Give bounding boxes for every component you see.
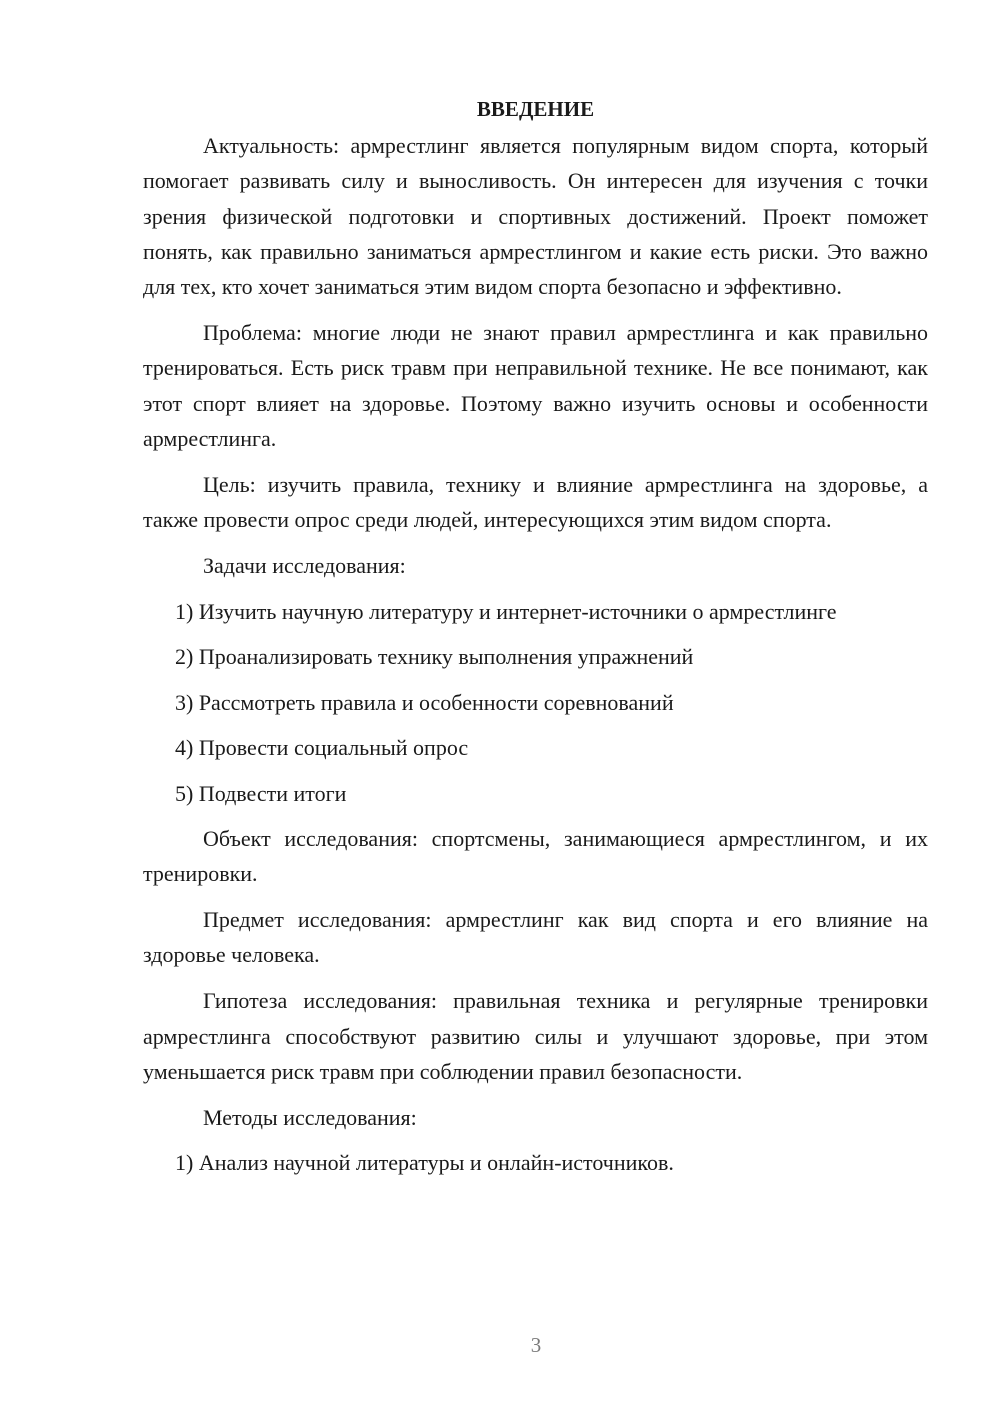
list-item: 4) Провести социальный опрос xyxy=(175,735,469,761)
list-item: 2) Проанализировать технику выполнения упражнений xyxy=(175,644,694,670)
methods-list xyxy=(143,1145,928,1180)
page-number: 3 xyxy=(530,1333,542,1357)
page-title: ВВЕДЕНИЕ xyxy=(476,97,595,121)
paragraph-hypothesis: Гипотеза исследования: правильная техника и регулярные тренировки армрестлинга способствуют развитию силы и улучшают здоровье, при этом уменьшается риск травм при соблюдении правил безопасности. xyxy=(143,988,928,1084)
paragraph-goal: Цель: изучить правила, технику и влияние армрестлинга на здоровье, а также провести опрос среди людей, интересующихся этим видом спорта. xyxy=(143,471,928,532)
list-item: 1) Изучить научную литературу и интернет-источники о армрестлинге xyxy=(175,598,837,624)
methods-heading: Методы исследования: xyxy=(203,1104,417,1130)
list-item: 5) Подвести итоги xyxy=(175,780,347,806)
paragraph-problem: Проблема: многие люди не знают правил армрестлинга и как правильно тренироваться. Есть риск травм при неправильной технике. Не все понимают, как этот спорт влияет на здоровье. Поэтому важно изучить основы и особенности армрестлинга. xyxy=(143,319,928,451)
list-item: 1) Анализ научной литературы и онлайн-источников. xyxy=(175,1150,674,1176)
tasks-list xyxy=(143,594,928,811)
document-page xyxy=(143,92,928,1191)
tasks-heading: Задачи исследования: xyxy=(203,552,406,578)
paragraph-subject: Предмет исследования: армрестлинг как вид спорта и его влияние на здоровье человека. xyxy=(143,907,928,968)
list-item: 3) Рассмотреть правила и особенности соревнований xyxy=(175,689,674,715)
paragraph-relevance: Актуальность: армрестлинг является популярным видом спорта, который помогает развивать силу и выносливость. Он интересен для изучения с точки зрения физической подготовки и спортивных достижений. Проект поможет понять, как правильно заниматься армрестлингом и какие есть риски. Это важно для тех, кто хочет заниматься этим видом спорта безопасно и эффективно. xyxy=(143,133,928,300)
paragraph-object: Объект исследования: спортсмены, занимающиеся армрестлингом, и их тренировки. xyxy=(143,826,928,887)
